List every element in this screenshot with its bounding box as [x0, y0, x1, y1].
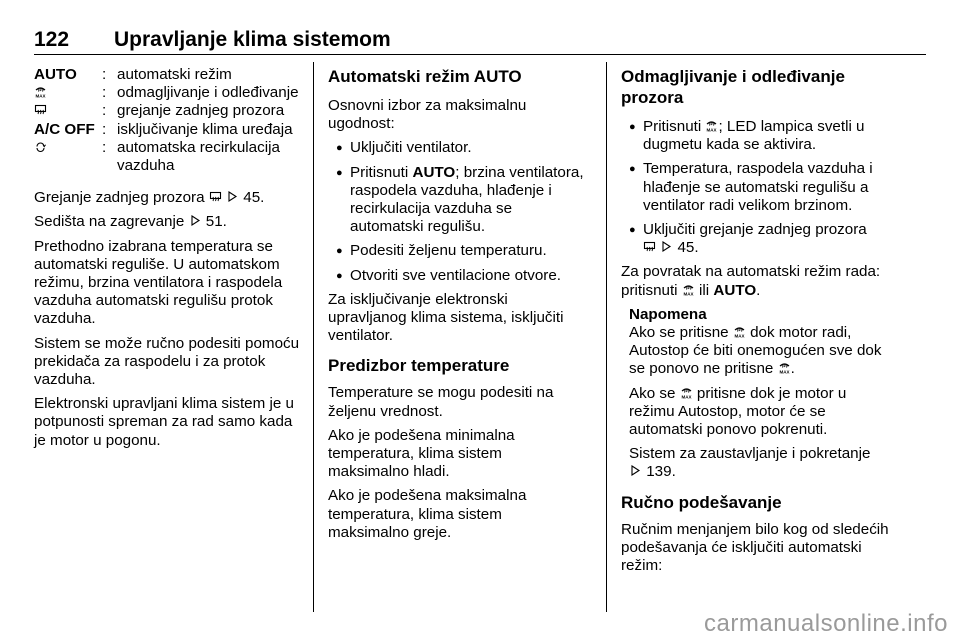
paragraph: Za povratak na automatski režim rada: pritisnuti ili AUTO. — [621, 263, 881, 299]
definition-colon: : — [102, 120, 107, 138]
definition-row — [34, 84, 302, 102]
definition-desc: automatska recirkulacija vazduha — [117, 138, 280, 175]
paragraph: Prethodno izabrana temperatura se automatski reguliše. U automatskom režimu, brzina ventilatora i raspodela vazduha automatski regulišu protok vazduha. — [34, 237, 283, 328]
rear-window-heat-icon — [34, 103, 47, 116]
column-divider — [313, 62, 314, 612]
list-item: ● Temperatura, raspodela vazduha i hlađenje se automatski regulišu a ventilator radi velikom brzinom. — [621, 160, 889, 215]
paragraph: Ako je podešena maksimalna temperatura, klima sistem maksimalno greje. — [328, 487, 527, 541]
defrost-max-icon — [682, 283, 695, 296]
definition-colon: : — [102, 138, 107, 156]
rear-window-heat-icon — [209, 190, 222, 203]
watermark: carmanualsonline.info — [704, 610, 948, 637]
definition-colon: : — [102, 66, 107, 83]
definition-desc: isključivanje klima uređaja — [117, 120, 293, 138]
paragraph-heated-seats: Sedišta na zagrevanje 51. — [34, 213, 227, 231]
definition-desc: odmagljivanje i odleđivanje — [117, 84, 299, 102]
paragraph: Ako se pritisne dok je motor u režimu Autostop, motor će se automatski ponovo pokrenuti. — [629, 384, 847, 439]
definition-term — [34, 84, 102, 102]
list-item: ● Uključiti grejanje zadnjeg prozora 45. — [621, 221, 889, 257]
note-box — [621, 306, 889, 482]
column-2 — [328, 66, 584, 548]
page-ref-arrow-icon — [629, 464, 642, 477]
section-heading: Ručno podešavanje — [621, 492, 782, 512]
list-item: ● Pritisnuti ; LED lampica svetli u dugmetu kada se aktivira. — [621, 118, 889, 154]
paragraph: Osnovni izbor za maksimalnu ugodnost: — [328, 97, 527, 133]
definition-term — [34, 102, 102, 120]
list-item: ● Uključiti ventilator. — [328, 139, 584, 157]
rear-window-heat-icon — [643, 240, 656, 253]
column-3 — [621, 66, 889, 581]
paragraph: Ako je podešena minimalna temperatura, klima sistem maksimalno hladi. — [328, 426, 515, 481]
defrost-max-icon — [705, 119, 718, 132]
list-item: ● Podesiti željenu temperaturu. — [328, 242, 584, 260]
note-title: Napomena — [629, 305, 707, 323]
definition-term: AUTO — [34, 66, 77, 83]
section-heading: Predizbor temperature — [328, 356, 510, 376]
page-reference[interactable]: 45. — [677, 239, 699, 257]
bullet-list — [328, 139, 584, 284]
paragraph-rear-window: Grejanje zadnjeg prozora 45. — [34, 189, 265, 207]
column-divider — [606, 62, 607, 612]
header-rule — [34, 54, 926, 55]
list-item: ● Otvoriti sve ventilacione otvore. — [328, 267, 584, 285]
page-reference[interactable]: 45. — [243, 189, 265, 207]
paragraph: Sistem se može ručno podesiti pomoću prekidača za raspodelu i za protok vazduha. — [34, 334, 300, 389]
definition-colon: : — [102, 102, 107, 120]
definition-row — [34, 102, 302, 120]
page-title: Upravljanje klima sistemom — [114, 28, 391, 51]
list-item: ● Pritisnuti AUTO; brzina ventilatora, raspodela vazduha, hlađenje i recirkulacija vazduha se automatski regulišu. — [328, 164, 584, 237]
defrost-max-icon — [34, 85, 47, 98]
paragraph: Za isključivanje elektronski upravljanog klima sistema, isključiti ventilator. — [328, 290, 564, 345]
paragraph: Temperature se mogu podesiti na željenu vrednost. — [328, 384, 554, 420]
defrost-max-icon — [733, 325, 746, 338]
page-ref-arrow-icon — [189, 214, 202, 227]
column-1 — [34, 66, 302, 456]
definition-row — [34, 139, 302, 175]
definition-desc: automatski režim — [117, 66, 232, 83]
definition-colon: : — [102, 84, 107, 102]
page-reference[interactable]: 51. — [205, 213, 227, 231]
paragraph: Elektronski upravljani klima sistem je u potpunosti spreman za rad samo kada je motor u pogonu. — [34, 395, 294, 449]
section-heading: Automatski režim AUTO — [328, 67, 522, 86]
bullet-list — [621, 118, 889, 257]
recirculation-icon — [34, 140, 47, 153]
paragraph: Ako se pritisne dok motor radi, Autostop će biti onemogućen sve dok se ponovo ne pritisne . — [629, 324, 882, 378]
definition-row — [34, 66, 302, 84]
paragraph: Sistem za zaustavljanje i pokretanje 139. — [629, 445, 871, 481]
definition-row — [34, 121, 302, 139]
paragraph: Ručnim menjanjem bilo kog od sledećih podešavanja će isključiti automatski režim: — [621, 520, 889, 575]
defrost-max-icon — [778, 361, 791, 374]
section-heading: Odmagljivanje i odleđivanje prozora — [621, 67, 845, 107]
page-ref-arrow-icon — [226, 190, 239, 203]
page-number: 122 — [34, 28, 70, 51]
definition-term: A/C OFF — [34, 120, 95, 138]
definition-list — [34, 66, 302, 175]
page-ref-arrow-icon — [660, 240, 673, 253]
page-reference[interactable]: 139. — [646, 463, 676, 481]
definition-term — [34, 139, 102, 175]
definition-desc: grejanje zadnjeg prozora — [117, 102, 285, 120]
defrost-max-icon — [680, 386, 693, 399]
